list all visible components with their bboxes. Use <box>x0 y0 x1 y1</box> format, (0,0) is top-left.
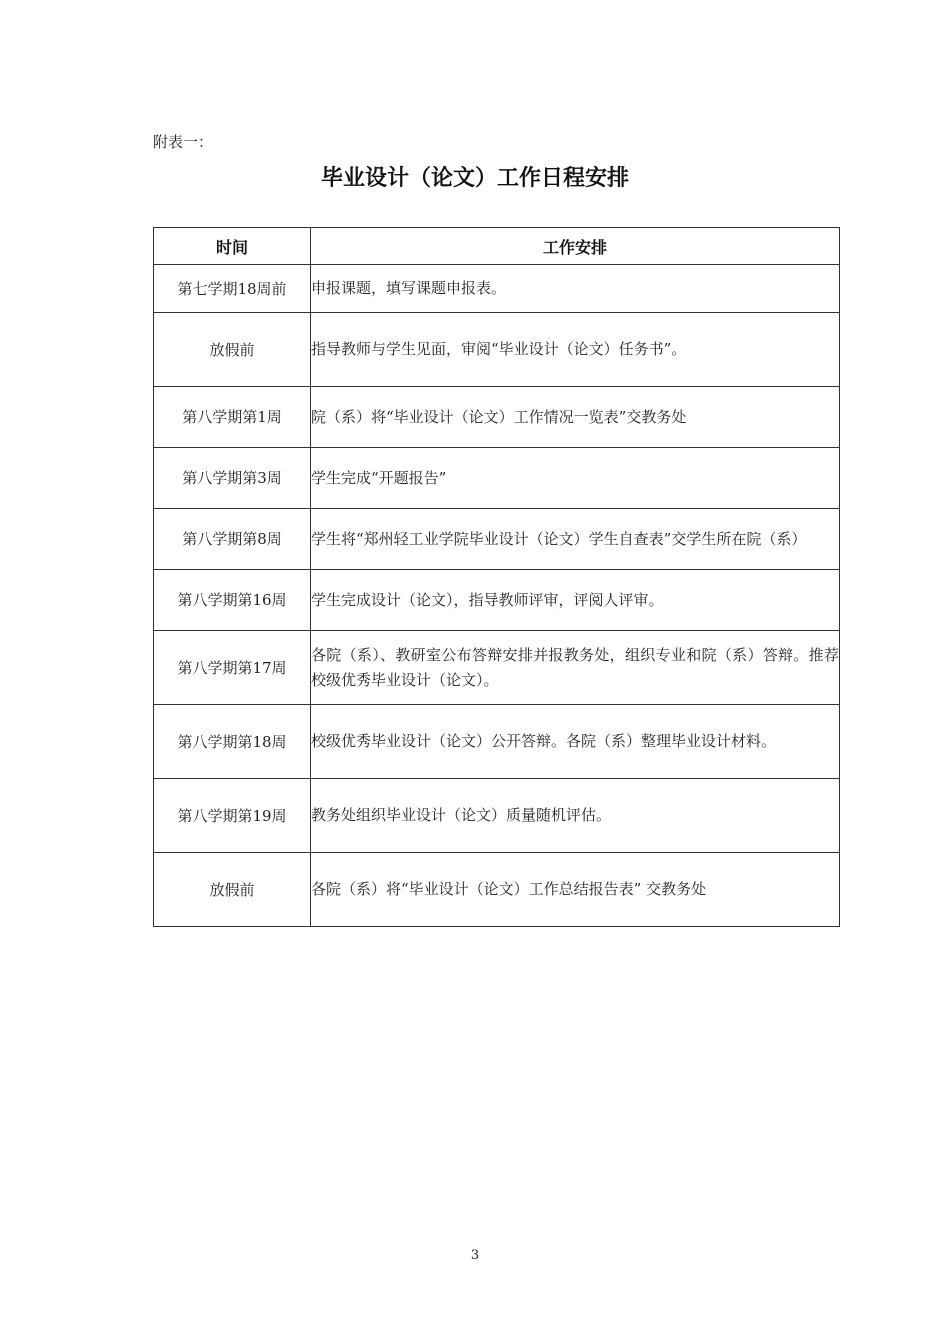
cell-task: 各院（系）、教研室公布答辩安排并报教务处，组织专业和院（系）答辩。推荐校级优秀毕业设计（论文）。 <box>311 631 840 705</box>
cell-task: 学生完成设计（论文），指导教师评审，评阅人评审。 <box>311 570 840 631</box>
table-row <box>154 631 840 705</box>
appendix-caption: 附表一： <box>153 133 214 151</box>
cell-task: 教务处组织毕业设计（论文）质量随机评估。 <box>311 779 840 853</box>
table-row <box>154 387 840 448</box>
cell-time: 第八学期第17周 <box>154 631 311 705</box>
cell-task: 学生完成“开题报告” <box>311 448 840 509</box>
cell-time: 第八学期第19周 <box>154 779 311 853</box>
cell-time: 第八学期第16周 <box>154 570 311 631</box>
cell-time: 第八学期第18周 <box>154 705 311 779</box>
cell-time: 第八学期第1周 <box>154 387 311 448</box>
cell-task: 申报课题，填写课题申报表。 <box>311 265 840 313</box>
cell-task: 院（系）将“毕业设计（论文）工作情况一览表”交教务处 <box>311 387 840 448</box>
cell-task: 学生将“郑州轻工业学院毕业设计（论文）学生自查表”交学生所在院（系） <box>311 509 840 570</box>
cell-time: 第八学期第8周 <box>154 509 311 570</box>
table-row <box>154 779 840 853</box>
cell-time: 第八学期第3周 <box>154 448 311 509</box>
schedule-table <box>153 227 840 927</box>
table-header-row <box>154 228 840 265</box>
cell-time: 放假前 <box>154 313 311 387</box>
cell-time: 第七学期18周前 <box>154 265 311 313</box>
header-time: 时间 <box>154 228 311 265</box>
cell-time: 放假前 <box>154 853 311 927</box>
table-row <box>154 705 840 779</box>
header-task: 工作安排 <box>311 228 840 265</box>
table-row <box>154 509 840 570</box>
table-row <box>154 265 840 313</box>
cell-task: 各院（系）将“毕业设计（论文）工作总结报告表” 交教务处 <box>311 853 840 927</box>
cell-task: 指导教师与学生见面，审阅“毕业设计（论文）任务书”。 <box>311 313 840 387</box>
page-number: 3 <box>470 1248 480 1263</box>
table-row <box>154 570 840 631</box>
page-title: 毕业设计（论文）工作日程安排 <box>320 166 629 191</box>
table-row <box>154 313 840 387</box>
cell-task: 校级优秀毕业设计（论文）公开答辩。各院（系）整理毕业设计材料。 <box>311 705 840 779</box>
table-row <box>154 448 840 509</box>
table-row <box>154 853 840 927</box>
